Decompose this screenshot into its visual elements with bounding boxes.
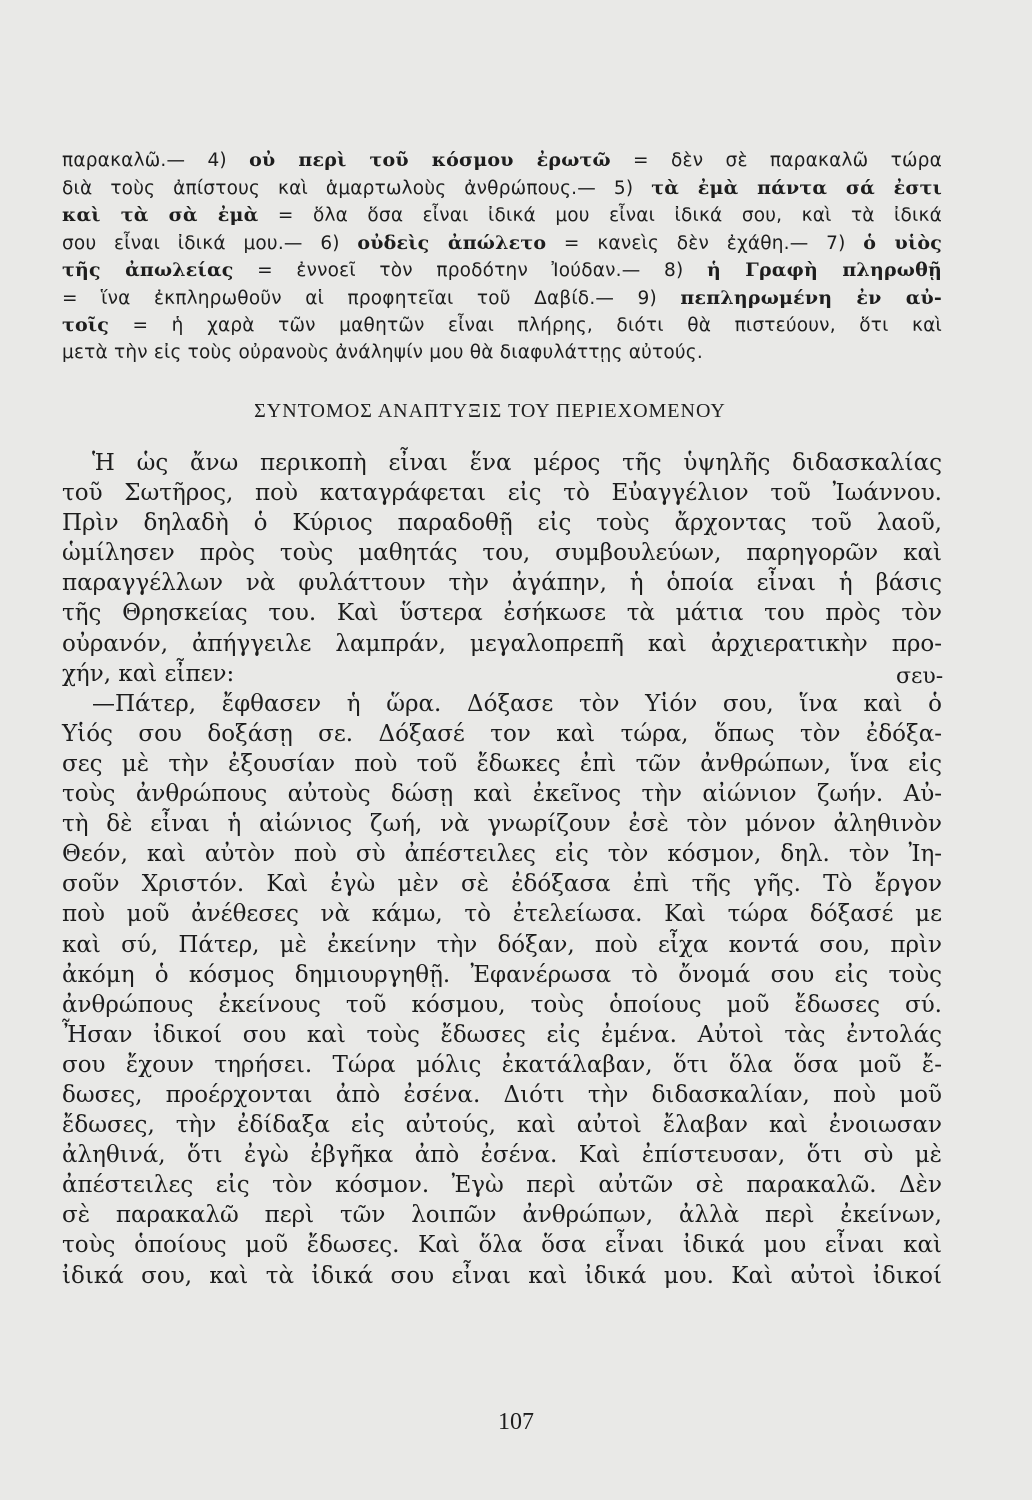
body-text [62, 448, 942, 1291]
body-line: παραγγέλλων νὰ φυλάττουν τὴν ἀγάπην, ἡ ὁποία εἶναι ἡ βάσις [62, 570, 942, 597]
footnote-text: = δὲν σὲ παρακαλῶ τώρα [610, 150, 942, 171]
body-line: χήν, καὶ εἶπεν: [62, 660, 235, 687]
body-line: ποὺ μοῦ ἀνέθεσες νὰ κάμω, τὸ ἐτελείωσα. Καὶ τώρα δόξασέ με [62, 901, 942, 928]
footnote-term: τῆς ἀπωλείας [62, 259, 234, 281]
body-line: τοῦ Σωτῆρος, ποὺ καταγράφεται εἰς τὸ Εὐαγγέλιον τοῦ Ἰωάννου. [62, 480, 942, 507]
footnote-text: σου εἶναι ἰδικά μου.— 6) [62, 232, 358, 254]
body-line: σὲ παρακαλῶ περὶ τῶν λοιπῶν ἀνθρώπων, ἀλλὰ περὶ ἐκείνων, [62, 1202, 942, 1229]
footnote-term: καὶ τὰ σὰ ἐμὰ [62, 204, 259, 226]
body-line: τοὺς ἀνθρώπους αὐτοὺς δώσῃ καὶ ἐκεῖνος τὴν αἰώνιον ζωήν. Αὐ- [62, 781, 942, 808]
footnote-term: πεπληρωμένη ἐν αὐ- [680, 286, 943, 309]
body-line: ἔδωσες, τὴν ἐδίδαξα εἰς αὐτούς, καὶ αὐτοὶ ἔλαβαν καὶ ἐνοιωσαν [62, 1112, 942, 1139]
footnote-text: παρακαλῶ.— 4) [62, 150, 250, 171]
body-line: οὐρανόν, ἀπήγγειλε λαμπράν, μεγαλοπρεπῆ καὶ ἀρχιερατικὴν προ- [62, 630, 942, 657]
footnote-term: τὰ ἐμὰ πάντα σά ἐστι [651, 176, 942, 199]
footnote-term: ὁ υἱὸς [863, 231, 942, 254]
body-line: Ἡ ὡς ἄνω περικοπὴ εἶναι ἕνα μέρος τῆς ὑψηλῆς διδασκαλίας [92, 450, 942, 476]
body-line: τὴ δὲ εἶναι ἡ αἰώνιος ζωή, νὰ γνωρίζουν ἐσὲ τὸν μόνον ἀληθινὸν [62, 811, 942, 838]
footnote-term: ἡ Γραφὴ πληρωθῇ [706, 259, 942, 281]
footnote-text: = ἐννοεῖ τὸν προδότην Ἰούδαν.— 8) [233, 260, 707, 281]
body-line: Υἱός σου δοξάσῃ σε. Δόξασέ τον καὶ τώρα, ὅπως τὸν ἐδόξα- [62, 720, 942, 747]
body-line: δωσες, προέρχονται ἀπὸ ἐσένα. Διότι τὴν διδασκαλίαν, ποὺ μοῦ [62, 1081, 942, 1108]
body-line: Πρὶν δηλαδὴ ὁ Κύριος παραδοθῇ εἰς τοὺς ἄρχοντας τοῦ λαοῦ, [62, 510, 942, 537]
page-number: 107 [498, 1409, 534, 1435]
body-line: Ἦσαν ἰδικοί σου καὶ τοὺς ἔδωσες εἰς ἐμένα. Αὐτοὶ τὰς ἐντολάς [62, 1021, 942, 1048]
footnote-line [62, 230, 942, 258]
footnote-text: μετὰ τὴν εἰς τοὺς οὐρανοὺς ἀνάληψίν μου θὰ διαφυλάττῃς αὐτούς. [62, 341, 703, 363]
body-line: ἀπέστειλες εἰς τὸν κόσμον. Ἐγὼ περὶ αὐτῶν σὲ παρακαλῶ. Δὲν [62, 1172, 942, 1199]
footnote-term: οὐδεὶς ἀπώλετο [357, 231, 547, 254]
handwritten-margin-note: σευ- [896, 664, 944, 689]
footnotes-block [62, 147, 942, 366]
footnote-term: τοῖς [62, 314, 110, 336]
body-line: Θεόν, καὶ αὐτὸν ποὺ σὺ ἀπέστειλες εἰς τὸν κόσμον, δηλ. τὸν Ἰη- [62, 841, 942, 868]
footnote-text: διὰ τοὺς ἀπίστους καὶ ἁμαρτωλοὺς ἀνθρώπους.— 5) [62, 177, 652, 199]
footnote-text: = ὅλα ὅσα εἶναι ἰδικά μου εἶναι ἰδικά σου, καὶ τὰ ἰδικά [258, 205, 942, 226]
footnote-text: = ἵνα ἐκπληρωθοῦν αἱ προφητεῖαι τοῦ Δαβίδ.— 9) [62, 287, 681, 309]
footnote-line [62, 312, 942, 340]
footnote-line [62, 340, 942, 367]
body-line: ἀκόμη ὁ κόσμος δημιουργηθῇ. Ἐφανέρωσα τὸ ὄνομά σου εἰς τοὺς [62, 961, 942, 988]
section-heading: ΣΥΝΤΟΜΟΣ ΑΝΑΠΤΥΞΙΣ ΤΟΥ ΠΕΡΙΕΧΟΜΕΝΟΥ [254, 400, 726, 422]
body-line: σες μὲ τὴν ἐξουσίαν ποὺ τοῦ ἔδωκες ἐπὶ τῶν ἀνθρώπων, ἵνα εἰς [62, 750, 942, 777]
body-line: ἰδικά σου, καὶ τὰ ἰδικά σου εἶναι καὶ ἰδικά μου. Καὶ αὐτοὶ ἰδικοί [62, 1262, 942, 1289]
body-line: —Πάτερ, ἔφθασεν ἡ ὥρα. Δόξασε τὸν Υἱόν σου, ἵνα καὶ ὁ [92, 690, 942, 717]
footnote-line [62, 147, 942, 175]
footnote-text: = κανεὶς δὲν ἐχάθη.— 7) [546, 232, 864, 254]
footnote-text: = ἡ χαρὰ τῶν μαθητῶν εἶναι πλήρης, διότι θὰ πιστεύουν, ὅτι καὶ [109, 315, 942, 336]
body-line: τῆς Θρησκείας του. Καὶ ὕστερα ἐσήκωσε τὰ μάτια του πρὸς τὸν [62, 600, 942, 627]
footnote-line [62, 257, 942, 285]
body-line: ἀνθρώπους ἐκείνους τοῦ κόσμου, τοὺς ὁποίους μοῦ ἔδωσες σύ. [62, 991, 942, 1018]
footnote-line [62, 285, 942, 313]
body-line: καὶ σύ, Πάτερ, μὲ ἐκείνην τὴν δόξαν, ποὺ εἶχα κοντά σου, πρὶν [62, 931, 942, 958]
footnote-term: οὐ περὶ τοῦ κόσμου ἐρωτῶ [249, 149, 611, 171]
body-line: τοὺς ὁποίους μοῦ ἔδωσες. Καὶ ὅλα ὅσα εἶναι ἰδικά μου εἶναι καὶ [62, 1232, 942, 1259]
footnote-line [62, 202, 942, 230]
footnote-line [62, 175, 942, 203]
body-line: σοῦν Χριστόν. Καὶ ἐγὼ μὲν σὲ ἐδόξασα ἐπὶ τῆς γῆς. Τὸ ἔργον [62, 871, 942, 898]
body-line: ἀληθινά, ὅτι ἐγὼ ἐβγῆκα ἀπὸ ἐσένα. Καὶ ἐπίστευσαν, ὅτι σὺ μὲ [62, 1142, 942, 1169]
body-line: ὡμίλησεν πρὸς τοὺς μαθητάς του, συμβουλεύων, παρηγορῶν καὶ [62, 540, 942, 567]
body-line: σου ἔχουν τηρήσει. Τώρα μόλις ἐκατάλαβαν, ὅτι ὅλα ὅσα μοῦ ἔ- [62, 1051, 942, 1078]
